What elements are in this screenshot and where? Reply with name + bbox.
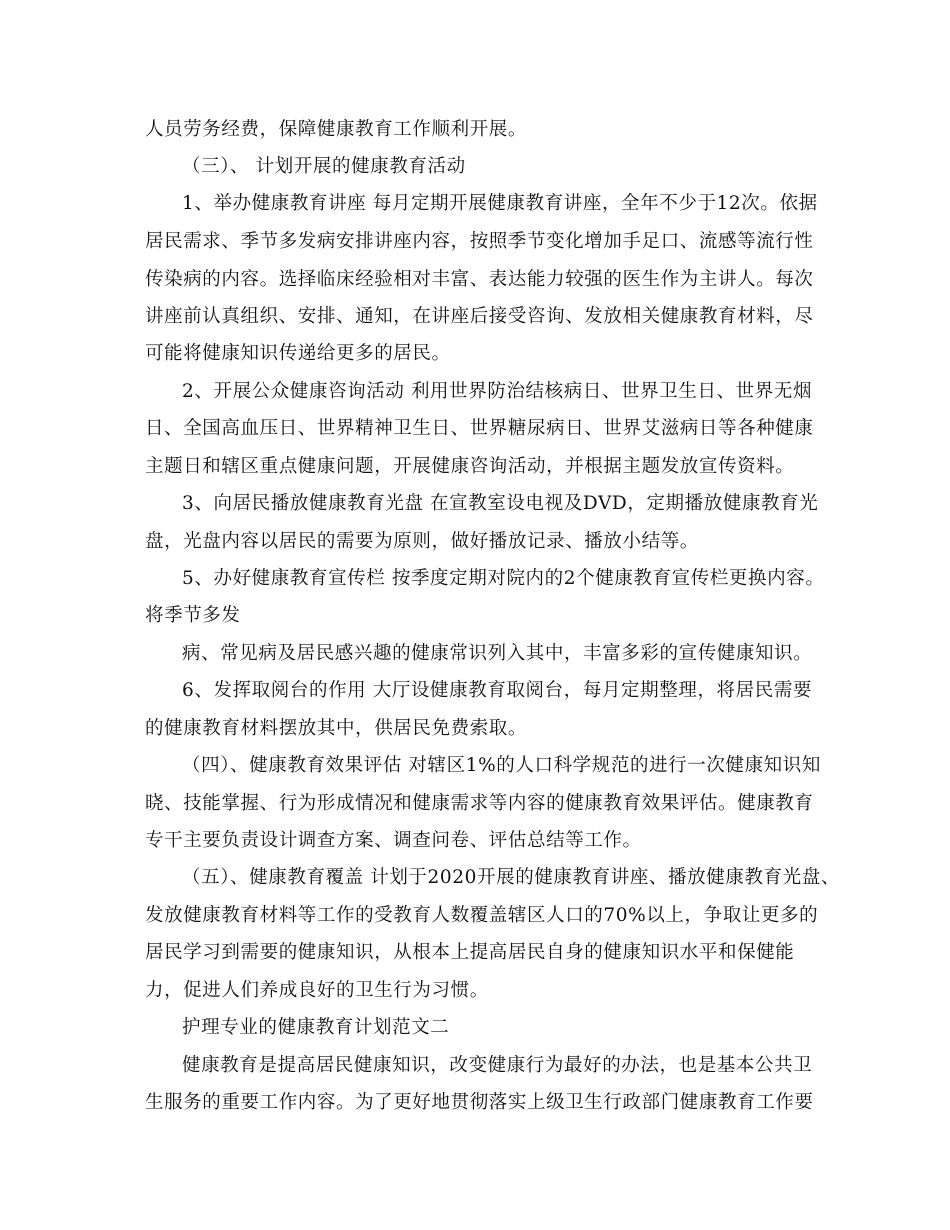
text-line: 力，促进人们养成良好的卫生行为习惯。 — [145, 980, 489, 1001]
section-heading: （三）、 计划开展的健康教育活动 — [182, 156, 466, 177]
text-line: 2、开展公众健康咨询活动 利用世界防治结核病日、世界卫生日、世界无烟 — [182, 381, 813, 402]
text-line: （五）、健康教育覆盖 计划于2020开展的健康教育讲座、播放健康教育光盘、 — [182, 867, 840, 888]
text-line: 1、举办健康教育讲座 每月定期开展健康教育讲座，全年不少于12次。依据 — [182, 193, 818, 214]
text-line: 病、常见病及居民感兴趣的健康常识列入其中，丰富多彩的宣传健康知识。 — [182, 643, 813, 664]
text-line: 3、向居民播放健康教育光盘 在宣教室设电视及DVD，定期播放健康教育光 — [182, 493, 819, 514]
text-line: （四）、健康教育效果评估 对辖区1%的人口科学规范的进行一次健康知识知 — [182, 755, 821, 776]
text-line: 讲座前认真组织、安排、通知，在讲座后接受咨询、发放相关健康教育材料，尽 — [145, 306, 814, 327]
text-line: 居民需求、季节多发病安排讲座内容，按照季节变化增加手足口、流感等流行性 — [145, 231, 814, 252]
text-line: 居民学习到需要的健康知识，从根本上提高居民自身的健康知识水平和保健能 — [145, 942, 795, 963]
text-line: 盘，光盘内容以居民的需要为原则，做好播放记录、播放小结等。 — [145, 531, 699, 552]
section-heading: 护理专业的健康教育计划范文二 — [182, 1017, 450, 1038]
text-line: 传染病的内容。选择临床经验相对丰富、表达能力较强的医生作为主讲人。每次 — [145, 269, 814, 290]
text-line: 生服务的重要工作内容。为了更好地贯彻落实上级卫生行政部门健康教育工作要 — [145, 1092, 814, 1113]
text-line: 发放健康教育材料等工作的受教育人数覆盖辖区人口的70%以上，争取让更多的 — [145, 905, 819, 926]
text-line: 晓、技能掌握、行为形成情况和健康需求等内容的健康教育效果评估。健康教育 — [145, 793, 814, 814]
text-line: 健康教育是提高居民健康知识，改变健康行为最好的办法，也是基本公共卫 — [182, 1055, 813, 1076]
text-line: 6、发挥取阅台的作用 大厅设健康教育取阅台，每月定期整理，将居民需要 — [182, 680, 813, 701]
text-line: 主题日和辖区重点健康问题，开展健康咨询活动，并根据主题发放宣传资料。 — [145, 456, 795, 477]
text-line: 将季节多发 — [145, 605, 241, 626]
text-line: 的健康教育材料摆放其中，供居民免费索取。 — [145, 718, 528, 739]
text-line: 5、办好健康教育宣传栏 按季度定期对院内的2个健康教育宣传栏更换内容。 — [182, 568, 825, 589]
text-line: 人员劳务经费，保障健康教育工作顺利开展。 — [145, 119, 528, 140]
text-line: 日、全国高血压日、世界精神卫生日、世界糖尿病日、世界艾滋病日等各种健康 — [145, 418, 814, 439]
text-line: 专干主要负责设计调查方案、调查问卷、评估总结等工作。 — [145, 830, 642, 851]
text-line: 可能将健康知识传递给更多的居民。 — [145, 343, 451, 364]
